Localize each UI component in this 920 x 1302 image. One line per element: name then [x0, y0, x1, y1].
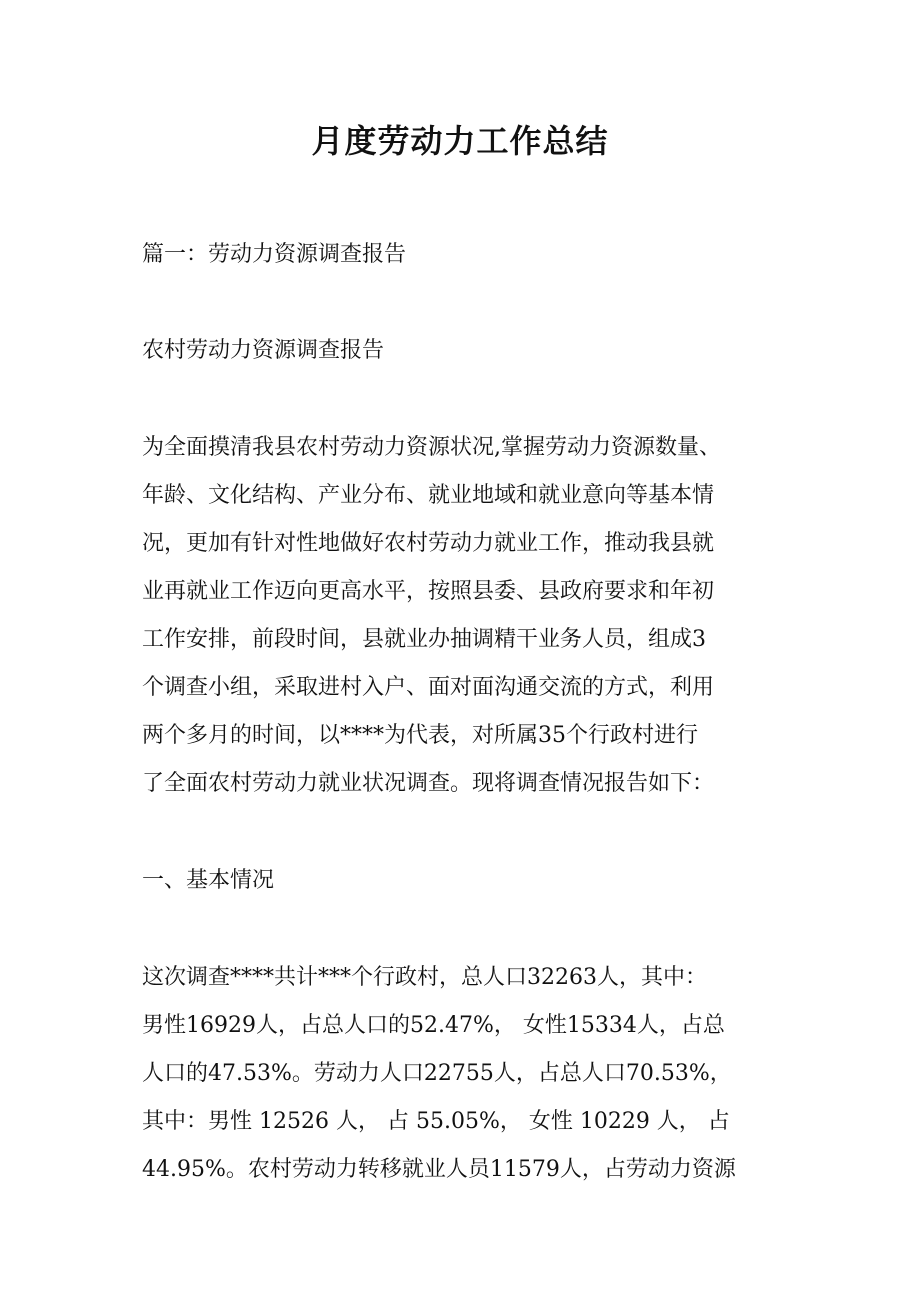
paragraph-line: 44.95%。农村劳动力转移就业人员11579人，占劳动力资源 [142, 1157, 736, 1182]
paragraph-line: 了全面农村劳动力就业状况调查。现将调查情况报告如下： [142, 771, 715, 796]
paragraph-line: 年龄、文化结构、产业分布、就业地域和就业意向等基本情 [142, 483, 715, 508]
paragraph-statistics [142, 954, 782, 1194]
paragraph-line: 两个多月的时间，以****为代表，对所属35个行政村进行 [142, 723, 698, 748]
section-heading-basic: 一、基本情况 [142, 868, 275, 893]
paragraph-line: 人口的47.53%。劳动力人口22755人，占总人口70.53%， [142, 1061, 732, 1086]
paragraph-line: 男性16929人，占总人口的52.47%， 女性15334人，占总 [142, 1013, 725, 1038]
paragraph-line: 为全面摸清我县农村劳动力资源状况,掌握劳动力资源数量、 [142, 435, 721, 460]
paragraph-intro [142, 424, 782, 808]
paragraph-line: 其中：男性 12526 人， 占 55.05%， 女性 10229 人， 占 [142, 1109, 730, 1134]
paragraph-line: 工作安排，前段时间，县就业办抽调精干业务人员，组成3 [142, 627, 706, 652]
paragraph-line: 况，更加有针对性地做好农村劳动力就业工作，推动我县就 [142, 531, 715, 556]
paragraph-line: 这次调查****共计***个行政村，总人口32263人，其中： [142, 965, 707, 990]
heading-report-title: 农村劳动力资源调查报告 [142, 338, 385, 363]
document-title: 月度劳动力工作总结 [311, 122, 609, 160]
paragraph-line: 个调查小组，采取进村入户、面对面沟通交流的方式，利用 [142, 675, 715, 700]
paragraph-line: 业再就业工作迈向更高水平，按照县委、县政府要求和年初 [142, 579, 715, 604]
heading-part-one: 篇一：劳动力资源调查报告 [142, 242, 407, 267]
